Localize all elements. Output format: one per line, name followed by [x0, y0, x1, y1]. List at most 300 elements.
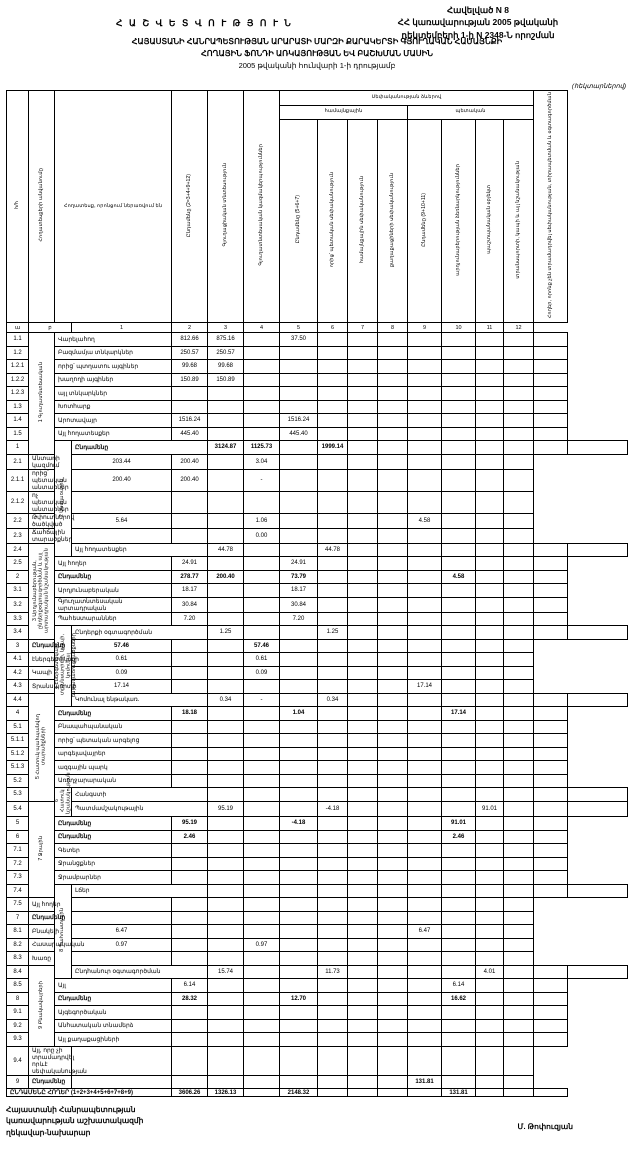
table-row [7, 570, 628, 584]
cell-c10 [504, 788, 534, 802]
cell-c7 [348, 925, 378, 939]
cell-c3 [244, 857, 280, 871]
cell-c9: 131.81 [408, 1075, 442, 1089]
cell-c11 [476, 469, 504, 491]
table-row [7, 680, 628, 694]
cell-c7 [378, 720, 408, 734]
cell-c2 [244, 884, 280, 898]
cell-c9 [408, 639, 442, 653]
cell-c3 [244, 414, 280, 428]
row-land-name: որից՝ պետական անտառներ [29, 469, 72, 491]
row-number: 8.5 [7, 979, 29, 993]
cell-c8 [378, 666, 408, 680]
cell-c5 [348, 788, 378, 802]
cell-c8 [442, 884, 476, 898]
cell-c2 [172, 925, 208, 939]
row-number: 1.5 [7, 427, 29, 441]
cell-c8 [408, 844, 442, 858]
cell-c11 [534, 884, 568, 898]
row-number: 5.1.2 [7, 747, 29, 761]
cell-c12 [568, 884, 628, 898]
cell-c3 [208, 639, 244, 653]
cell-c12 [534, 992, 568, 1006]
cell-c9 [408, 938, 442, 952]
row-number: 2.1.1 [7, 469, 29, 491]
cell-c2 [172, 653, 208, 667]
cell-c4 [280, 857, 318, 871]
cell-c3 [244, 346, 280, 360]
table-row [7, 612, 628, 626]
cell-c1 [172, 844, 208, 858]
page-header [6, 4, 628, 90]
col-index-ա: ա [7, 323, 29, 333]
row-number: 8.1 [7, 925, 29, 939]
cell-c12 [534, 747, 568, 761]
col-farms: Գյուղացիական տնտեսություն [208, 91, 244, 323]
table-row [7, 400, 628, 414]
cell-c6 [378, 788, 408, 802]
table-row [7, 346, 628, 360]
cell-c12 [534, 979, 568, 993]
table-row [7, 938, 628, 952]
row-number: 3 [7, 639, 29, 653]
cell-c2 [208, 871, 244, 885]
cell-c10 [476, 857, 504, 871]
cell-c6 [378, 693, 408, 707]
cell-c7 [378, 570, 408, 584]
cell-c5 [318, 400, 348, 414]
cell-c3 [208, 1046, 244, 1075]
cell-c2: 250.57 [208, 346, 244, 360]
cell-c12 [534, 1033, 568, 1047]
table-row [7, 761, 628, 775]
cell-c3 [244, 400, 280, 414]
cell-c8 [408, 774, 442, 788]
col-index-9: 9 [408, 323, 442, 333]
cell-c3 [280, 441, 318, 455]
cell-c5 [318, 992, 348, 1006]
cell-c3 [244, 557, 280, 571]
row-land-name: Գետեր [55, 844, 172, 858]
cell-c3 [208, 528, 244, 543]
row-land-name: Պահեստարաններ [55, 612, 172, 626]
cell-c6 [348, 844, 378, 858]
cell-c12 [504, 513, 534, 528]
cell-c11 [504, 414, 534, 428]
cell-c6 [348, 612, 378, 626]
cell-c8 [378, 680, 408, 694]
cell-c8 [408, 817, 442, 831]
cell-c5 [318, 817, 348, 831]
table-row [7, 801, 628, 817]
cell-c4 [280, 747, 318, 761]
row-number: 8.2 [7, 938, 29, 952]
cell-c9 [442, 333, 476, 347]
cell-c5 [280, 528, 318, 543]
row-land-name: Խոտհարք [55, 400, 172, 414]
cell-c1: 15.74 [208, 965, 244, 979]
col-c8: Ընդամենը (9+10+11) [408, 120, 442, 323]
cell-c7 [378, 857, 408, 871]
report-title: Հ Ա Շ Վ Ե Տ Վ Ո Ւ Թ Յ Ո Ւ Ն [116, 18, 293, 28]
cell-c9 [442, 774, 476, 788]
cell-c8 [442, 693, 476, 707]
cell-c6 [318, 528, 348, 543]
cell-c8 [378, 528, 408, 543]
cell-c1: 3124.87 [208, 441, 244, 455]
cell-c12 [534, 414, 568, 428]
cell-c12 [568, 788, 628, 802]
row-group-label: 5 Հատուկ պահպանվող տարածքների [29, 693, 55, 801]
cell-c7 [378, 734, 408, 748]
table-row [7, 788, 628, 802]
col-agri-orgs: Գյուղատնտեսական կազմակերպություններ [244, 91, 280, 323]
cell-c2 [208, 1033, 244, 1047]
row-number: 5.2 [7, 774, 29, 788]
cell-c6 [318, 898, 348, 912]
cell-c8 [408, 400, 442, 414]
cell-c11 [504, 387, 534, 401]
row-number: 4.1 [7, 653, 29, 667]
cell-c4: 445.40 [280, 427, 318, 441]
cell-c10 [476, 400, 504, 414]
cell-c3 [280, 965, 318, 979]
cell-c12 [504, 911, 534, 925]
cell-c12 [534, 387, 568, 401]
col-ownership-group: Սեփականության ձևերով [280, 91, 534, 106]
cell-c12 [534, 333, 568, 347]
cell-c10 [476, 720, 504, 734]
cell-c1 [172, 400, 208, 414]
table-row [7, 925, 628, 939]
cell-c6 [318, 513, 348, 528]
cell-c9 [442, 871, 476, 885]
annex-number: Հավելված N 8 [447, 5, 509, 15]
cell-c1: 57.46 [72, 639, 172, 653]
cell-c12 [534, 844, 568, 858]
row-number: 1.3 [7, 400, 29, 414]
col-index-6: 6 [318, 323, 348, 333]
cell-c4 [244, 952, 280, 966]
cell-c1: 1.25 [208, 626, 244, 640]
cell-c11 [504, 830, 534, 844]
cell-c2 [172, 911, 208, 925]
cell-c1: 17.14 [72, 680, 172, 694]
cell-c10 [476, 979, 504, 993]
cell-c9: 2.46 [442, 830, 476, 844]
col-unallocated: Հողեր, որոնք չեն տրամադրվել սեփականության, տիրապետման և օգտագործման [534, 91, 568, 323]
cell-c1: 6.47 [72, 925, 172, 939]
cell-c11 [504, 992, 534, 1006]
cell-c8 [408, 387, 442, 401]
cell-c3 [244, 1019, 280, 1033]
table-row [7, 639, 628, 653]
row-group-label: 8 Պահուստային [55, 884, 72, 979]
cell-c12 [504, 469, 534, 491]
cell-c1 [172, 1033, 208, 1047]
row-number: 2.3 [7, 528, 29, 543]
cell-c7 [408, 441, 442, 455]
cell-c4: 0.09 [244, 666, 280, 680]
col-index-10: 10 [442, 323, 476, 333]
cell-c6 [348, 346, 378, 360]
cell-c4 [280, 373, 318, 387]
grand-total-row [7, 1089, 628, 1097]
cell-c4: 11.73 [318, 965, 348, 979]
row-land-name: Անհատական տնամերձ [55, 1019, 172, 1033]
cell-c6 [348, 597, 378, 612]
cell-c10 [504, 441, 534, 455]
cell-c5 [318, 1033, 348, 1047]
row-number: 1.2 [7, 346, 29, 360]
cell-c9 [442, 720, 476, 734]
row-land-name: Լճեր [72, 884, 208, 898]
row-number: 2.2 [7, 513, 29, 528]
cell-c6 [348, 570, 378, 584]
row-group-label: 6 Հատուկ նշանակության [55, 788, 72, 817]
cell-c6 [348, 1019, 378, 1033]
cell-c3 [208, 925, 244, 939]
cell-c7 [378, 747, 408, 761]
cell-c3 [208, 491, 244, 513]
cell-c1: 250.57 [172, 346, 208, 360]
col-c10: պաշտպանական օբյեկտ [476, 120, 504, 323]
cell-c9 [442, 427, 476, 441]
cell-c7 [408, 543, 442, 557]
cell-c11 [504, 597, 534, 612]
row-number: 5.1 [7, 720, 29, 734]
row-number: 4.4 [7, 693, 29, 707]
cell-c11 [504, 761, 534, 775]
cell-c2 [208, 774, 244, 788]
cell-c5 [348, 884, 378, 898]
col-index-12: 12 [504, 323, 534, 333]
col-category-group: Հողատեսքերի անվանումը [29, 91, 55, 323]
row-number: 4.3 [7, 680, 29, 694]
cell-c9 [476, 884, 504, 898]
cell-c2 [172, 680, 208, 694]
cell-c1 [172, 387, 208, 401]
cell-c5 [318, 720, 348, 734]
cell-c10 [504, 543, 534, 557]
cell-c4: -4.18 [280, 817, 318, 831]
cell-c8 [408, 871, 442, 885]
cell-c3 [208, 680, 244, 694]
cell-c9 [408, 469, 442, 491]
cell-c11 [504, 871, 534, 885]
cell-c10 [476, 992, 504, 1006]
cell-c10 [504, 693, 534, 707]
table-row [7, 427, 628, 441]
table-row [7, 584, 628, 598]
row-land-name: Տրանսպորտի [29, 680, 72, 694]
cell-c1: 278.77 [172, 570, 208, 584]
cell-c3 [244, 817, 280, 831]
table-row [7, 454, 628, 469]
row-number: 6 [7, 830, 29, 844]
cell-c1: 0.97 [72, 938, 172, 952]
cell-c6 [378, 965, 408, 979]
cell-c7 [378, 774, 408, 788]
cell-c5 [318, 373, 348, 387]
row-land-name: Այլ հողեր [29, 898, 72, 912]
cell-c8 [408, 612, 442, 626]
row-number: 5.4 [7, 801, 29, 817]
cell-c10 [442, 528, 476, 543]
row-group-label: 9 Բնակավայրերի [29, 965, 55, 1046]
cell-c4: 30.84 [280, 597, 318, 612]
cell-c8 [378, 938, 408, 952]
cell-c4: - [244, 469, 280, 491]
cell-c2 [244, 543, 280, 557]
cell-c1: 24.91 [172, 557, 208, 571]
cell-c2: 1125.73 [244, 441, 280, 455]
cell-c12 [568, 693, 628, 707]
table-row [7, 528, 628, 543]
signatory-line-1: Հայաստանի Հանրապետության [6, 1105, 136, 1115]
grand-total-c3 [244, 1089, 280, 1097]
cell-c9: 17.14 [442, 707, 476, 721]
cell-c1 [72, 491, 172, 513]
cell-c4 [280, 1006, 318, 1020]
cell-c11 [534, 788, 568, 802]
cell-c7 [378, 400, 408, 414]
cell-c10 [442, 952, 476, 966]
cell-c6 [348, 747, 378, 761]
cell-c6 [348, 761, 378, 775]
cell-c11 [476, 666, 504, 680]
cell-c10 [442, 898, 476, 912]
cell-c10 [476, 373, 504, 387]
cell-c11 [504, 774, 534, 788]
decision-line-2: դեկտեմբերի 1-ի N 2348-Ն որոշման [401, 29, 555, 40]
cell-c11 [476, 491, 504, 513]
cell-c8 [408, 346, 442, 360]
cell-c6 [348, 720, 378, 734]
cell-c5 [318, 333, 348, 347]
cell-c5 [318, 1019, 348, 1033]
cell-c11 [504, 612, 534, 626]
cell-c2 [208, 1006, 244, 1020]
table-row [7, 557, 628, 571]
cell-c10 [504, 965, 534, 979]
cell-c4 [280, 871, 318, 885]
cell-c4: 1.06 [244, 513, 280, 528]
report-subtitle [6, 36, 628, 71]
row-land-name: Այլ հողատեսքեր [72, 543, 208, 557]
cell-c10 [476, 584, 504, 598]
row-land-name: Կոմունալ ենթակառ. [72, 693, 208, 707]
cell-c1 [172, 720, 208, 734]
cell-c1: 18.18 [172, 707, 208, 721]
cell-c5 [318, 871, 348, 885]
cell-c2 [208, 707, 244, 721]
grand-total-c2: 1326.13 [208, 1089, 244, 1097]
cell-c2 [208, 979, 244, 993]
signatory-line-3: ղեկավար-նախարար [6, 1127, 91, 1137]
table-row [7, 774, 628, 788]
cell-c1: 6.14 [172, 979, 208, 993]
cell-c1: 200.40 [72, 469, 172, 491]
table-row [7, 844, 628, 858]
cell-c7 [348, 952, 378, 966]
cell-c5 [280, 469, 318, 491]
cell-c7 [378, 373, 408, 387]
cell-c10 [442, 680, 476, 694]
cell-c2 [172, 639, 208, 653]
cell-c11 [504, 1033, 534, 1047]
cell-c8 [378, 1075, 408, 1089]
cell-c6 [318, 1046, 348, 1075]
row-number: 4 [7, 707, 29, 721]
table-row [7, 992, 628, 1006]
cell-c4: -4.18 [318, 801, 348, 817]
cell-c3 [244, 597, 280, 612]
row-land-name: Ընդհանուր օգտագործման [72, 965, 208, 979]
row-land-name: Արդյունաբերական [55, 584, 172, 598]
cell-c2 [208, 584, 244, 598]
cell-c6 [378, 884, 408, 898]
cell-c12 [534, 734, 568, 748]
cell-c7 [408, 884, 442, 898]
column-number-row [7, 323, 628, 333]
cell-c12 [534, 774, 568, 788]
col-index-7: 7 [348, 323, 378, 333]
cell-c8 [408, 1033, 442, 1047]
cell-c2 [172, 1046, 208, 1075]
col-c5: որից՝ պետական սեփականություն [318, 120, 348, 323]
cell-c11 [476, 454, 504, 469]
col-index-2: 2 [172, 323, 208, 333]
cell-c7 [408, 693, 442, 707]
table-row [7, 979, 628, 993]
cell-c8 [408, 857, 442, 871]
cell-c8 [408, 707, 442, 721]
row-number: 9.1 [7, 1006, 29, 1020]
row-number: 5.3 [7, 788, 29, 802]
cell-c9 [442, 387, 476, 401]
cell-c10 [476, 346, 504, 360]
cell-c11 [504, 1006, 534, 1020]
cell-c2 [208, 817, 244, 831]
cell-c8 [378, 491, 408, 513]
cell-c3 [244, 1006, 280, 1020]
row-number: 1.2.3 [7, 387, 29, 401]
row-land-name: Առողջարարական [55, 774, 172, 788]
cell-c4: 0.00 [244, 528, 280, 543]
cell-c9 [442, 584, 476, 598]
cell-c3 [208, 666, 244, 680]
cell-c9 [442, 612, 476, 626]
cell-c7 [348, 513, 378, 528]
row-group-label: 7 Ջրային [29, 801, 55, 898]
row-land-name: Այլ [55, 979, 172, 993]
cell-c2 [172, 513, 208, 528]
cell-c2: 200.40 [172, 454, 208, 469]
cell-c1 [208, 788, 244, 802]
row-number: 2.4 [7, 543, 29, 557]
cell-c11 [476, 911, 504, 925]
cell-c3 [280, 884, 318, 898]
table-row [7, 911, 628, 925]
cell-c9 [442, 414, 476, 428]
cell-c5 [318, 612, 348, 626]
cell-c8 [442, 626, 476, 640]
cell-c9 [442, 761, 476, 775]
cell-c1: 0.61 [72, 653, 172, 667]
cell-c11 [534, 693, 568, 707]
table-row [7, 720, 628, 734]
